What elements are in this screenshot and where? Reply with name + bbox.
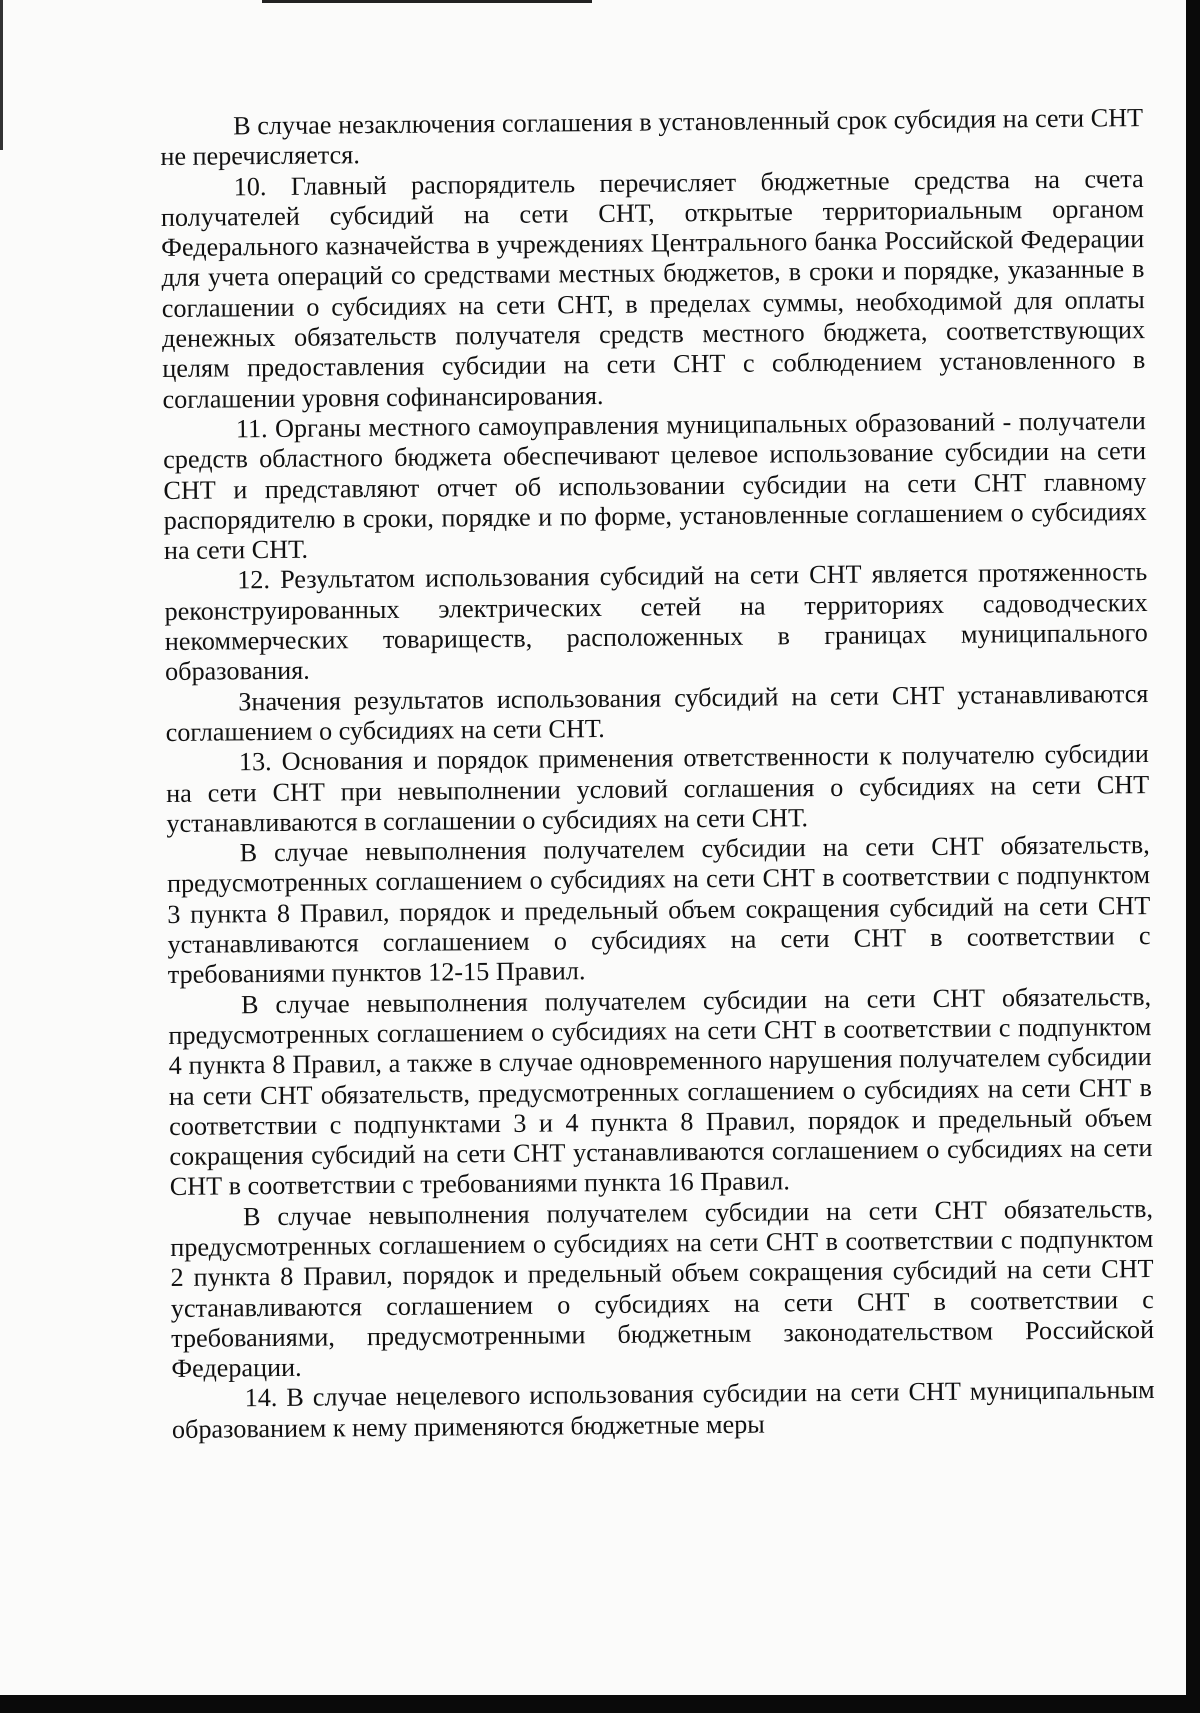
paragraph-item-12: 12. Результатом использования субсидий на сети СНТ является протяженность реконструированных электрических сетей на территориях садоводческих некоммерческих товариществ, расположенных в границах муниципального образования.: [164, 557, 1148, 687]
scan-left-margin-mark: [0, 0, 3, 150]
paragraph-item-13: 13. Основания и порядок применения ответственности к получателю субсидии на сети СНТ при невыполнении условий соглашения о субсидиях на сети СНТ устанавливаются в соглашении о субсидиях на сети СНТ.: [166, 739, 1150, 838]
paragraph-result-values: Значения результатов использования субсидий на сети СНТ устанавливаются соглашением о субсидиях на сети СНТ.: [165, 678, 1149, 747]
paragraph-subpoint-2: В случае невыполнения получателем субсидии на сети СНТ обязательств, предусмотренных соглашением о субсидиях на сети СНТ в соответствии с подпунктом 2 пункта 8 Правил, порядок и предельный объем сокращения субсидий на сети СНТ устанавливаются соглашением о субсидиях на сети СНТ в соответствии с требованиями, предусмотренными бюджетным законодательством Российской Федерации.: [170, 1193, 1155, 1384]
scan-right-dark-edge: [1186, 0, 1200, 1713]
document-body: [160, 103, 1155, 1445]
scan-bottom-dark-edge: [0, 1695, 1200, 1713]
paragraph-subpoint-4: В случае невыполнения получателем субсидии на сети СНТ обязательств, предусмотренных соглашением о субсидиях на сети СНТ в соответствии с подпунктом 4 пункта 8 Правил, а также в случае одновременного нарушения получателем субсидии на сети СНТ обязательств, предусмотренных соглашением о субсидиях на сети СНТ в соответствии с подпунктами 3 и 4 пункта 8 Правил, порядок и предельный объем сокращения субсидий на сети СНТ устанавливаются соглашением о субсидиях на сети СНТ в соответствии с требованиями пункта 16 Правил.: [168, 981, 1153, 1202]
paragraph-item-14: 14. В случае нецелевого использования субсидии на сети СНТ муниципальным образованием к нему применяются бюджетные меры: [171, 1375, 1155, 1444]
paragraph-no-agreement: В случае незаключения соглашения в установленный срок субсидия на сети СНТ не перечисляется.: [160, 103, 1144, 172]
scan-top-line: [262, 0, 592, 3]
paragraph-subpoint-3: В случае невыполнения получателем субсидии на сети СНТ обязательств, предусмотренных соглашением о субсидиях на сети СНТ в соответствии с подпунктом 3 пункта 8 Правил, порядок и предельный объем сокращения субсидий на сети СНТ устанавливаются соглашением о субсидиях на сети СНТ в соответствии с требованиями пунктов 12-15 Правил.: [166, 830, 1151, 990]
paragraph-item-10: 10. Главный распорядитель перечисляет бюджетные средства на счета получателей субсидий на сети СНТ, открытые территориальным органом Федерального казначейства в учреждениях Центрального банка Российской Федерации для учета операций со средствами местных бюджетов, в сроки и порядке, указанные в соглашении о субсидиях на сети СНТ, в пределах суммы, необходимой для оплаты денежных обязательств получателя средств местного бюджета, соответствующих целям предоставления субсидии на сети СНТ с соблюдением установленного в соглашении уровня софинансирования.: [160, 163, 1146, 414]
paragraph-item-11: 11. Органы местного самоуправления муниципальных образований - получатели средств областного бюджета обеспечивают целевое использование субсидии на сети СНТ и представляют отчет об использовании субсидии на сети СНТ главному распорядителю в сроки, порядке и по форме, установленные соглашением о субсидиях на сети СНТ.: [163, 406, 1147, 566]
